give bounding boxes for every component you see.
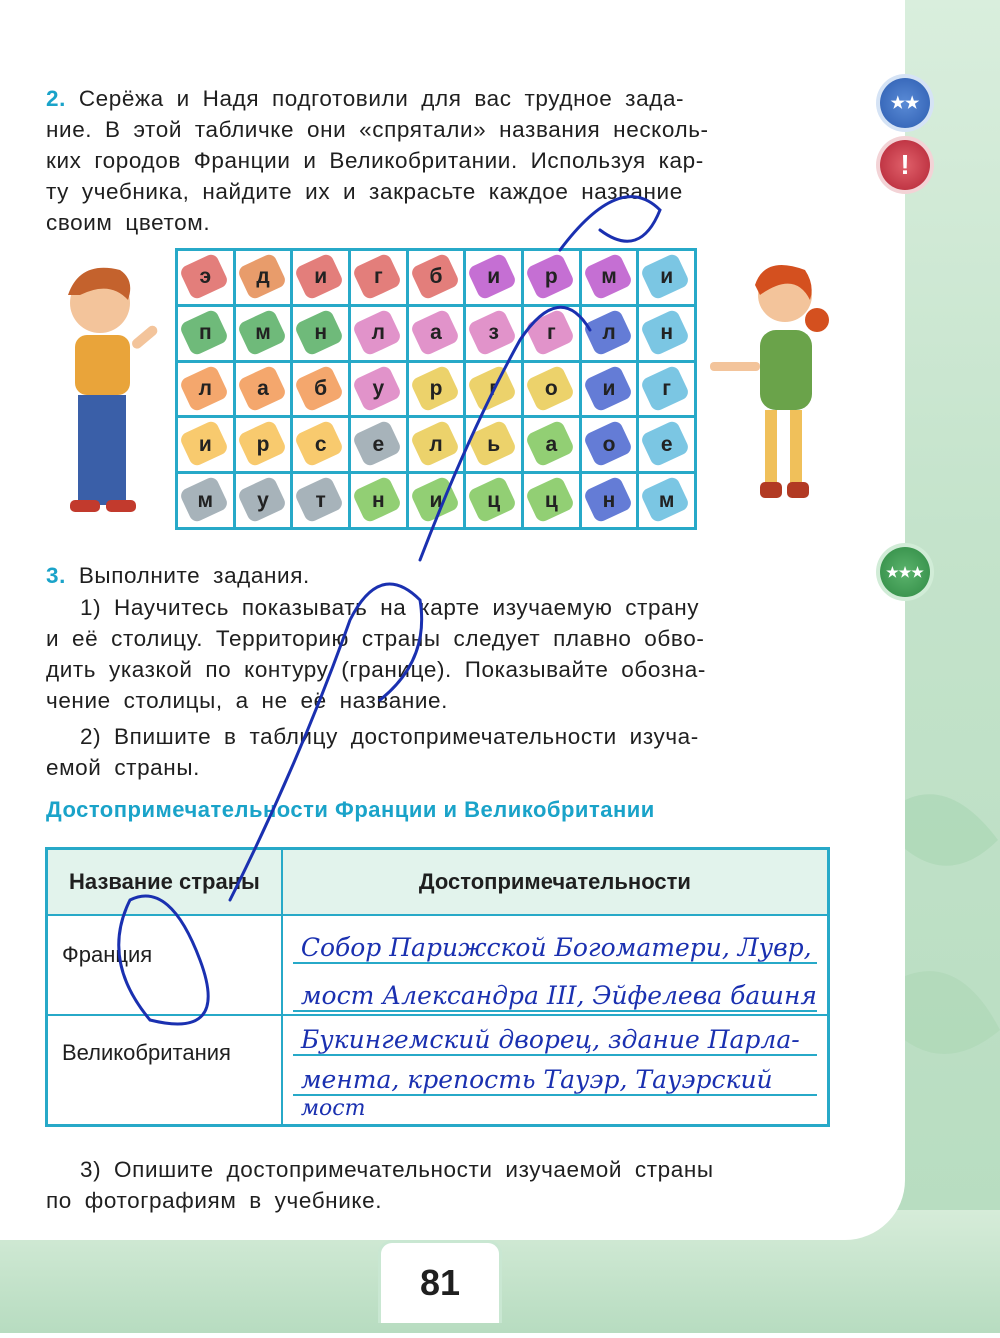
handwritten-line: мента, крепость Тауэр, Тауэрский bbox=[293, 1056, 817, 1096]
task3-item1-line: 1) Научитесь показывать на карте изучаемую страну bbox=[80, 595, 700, 620]
task3-item1-line: и её столицу. Территорию страны следует плавно обво- bbox=[46, 626, 705, 651]
grid-letter: н bbox=[371, 488, 385, 512]
grid-letter: г bbox=[373, 265, 383, 289]
handwritten-line: Собор Парижской Богоматери, Лувр, bbox=[293, 916, 817, 964]
grid-letter: м bbox=[197, 488, 214, 512]
grid-cell bbox=[582, 363, 637, 416]
grid-letter: а bbox=[545, 432, 558, 456]
grid-cell bbox=[524, 307, 579, 360]
grid-cell bbox=[582, 307, 637, 360]
grid-letter: п bbox=[198, 321, 212, 345]
grid-cell bbox=[351, 418, 406, 471]
header-country: Название страны bbox=[47, 849, 282, 916]
grid-letter: е bbox=[660, 432, 673, 456]
letter-grid bbox=[175, 248, 697, 530]
country-cell: Великобритания bbox=[47, 1015, 282, 1125]
grid-letter: и bbox=[602, 376, 616, 400]
grid-letter: с bbox=[314, 432, 327, 456]
grid-letter: б bbox=[314, 376, 328, 400]
grid-cell bbox=[236, 474, 291, 527]
grid-cell bbox=[293, 418, 348, 471]
task2-number: 2. bbox=[46, 86, 66, 111]
grid-letter: ь bbox=[487, 432, 501, 456]
task3-item2-line: емой страны. bbox=[46, 755, 200, 780]
task3-item2-line: 2) Впишите в таблицу достопримечательности изуча- bbox=[80, 724, 699, 749]
grid-letter: б bbox=[429, 265, 443, 289]
country-cell: Франция bbox=[47, 915, 282, 1015]
grid-cell bbox=[582, 474, 637, 527]
task2-line: своим цветом. bbox=[46, 210, 211, 235]
grid-letter: у bbox=[372, 376, 385, 400]
task3-item1-line: дить указкой по контуру (границе). Показывайте обозна- bbox=[46, 657, 706, 682]
grid-cell bbox=[178, 251, 233, 304]
grid-letter: л bbox=[429, 432, 443, 456]
page-number: 81 bbox=[378, 1240, 502, 1323]
task3-item3-line: по фотографиям в учебнике. bbox=[46, 1188, 383, 1213]
grid-cell bbox=[524, 363, 579, 416]
grid-letter: л bbox=[198, 376, 212, 400]
grid-cell bbox=[293, 474, 348, 527]
grid-cell bbox=[466, 251, 521, 304]
grid-letter: а bbox=[257, 376, 269, 400]
task2-line: ние. В этой табличке они «спрятали» названия несколь- bbox=[46, 117, 709, 142]
task3-item1-line: чение столицы, а не её название. bbox=[46, 688, 448, 713]
grid-letter: р bbox=[544, 265, 558, 289]
grid-cell bbox=[236, 251, 291, 304]
grid-letter: г bbox=[489, 376, 499, 400]
grid-cell bbox=[293, 363, 348, 416]
green-stars-badge-icon: ★★★ bbox=[880, 547, 930, 597]
grid-cell bbox=[466, 363, 521, 416]
grid-letter: и bbox=[660, 265, 674, 289]
exclamation-badge-icon: ! bbox=[880, 140, 930, 190]
task3-item3-line: 3) Опишите достопримечательности изучаемой страны bbox=[80, 1157, 714, 1182]
grid-cell bbox=[409, 363, 464, 416]
grid-cell bbox=[582, 251, 637, 304]
grid-letter: и bbox=[198, 432, 212, 456]
grid-cell bbox=[236, 363, 291, 416]
table-title: Достопримечательности Франции и Великобритании bbox=[46, 797, 655, 822]
grid-cell bbox=[466, 474, 521, 527]
grid-letter: и bbox=[314, 265, 328, 289]
grid-letter: о bbox=[602, 432, 616, 456]
grid-letter: н bbox=[314, 321, 327, 345]
task2-line: Серёжа и Надя подготовили для вас трудное зада- bbox=[78, 86, 685, 111]
header-sights: Достопримечательности bbox=[282, 849, 829, 916]
grid-cell bbox=[178, 418, 233, 471]
grid-cell bbox=[409, 418, 464, 471]
grid-letter: у bbox=[257, 488, 269, 512]
grid-cell bbox=[178, 474, 233, 527]
grid-letter: л bbox=[371, 321, 385, 345]
grid-letter: и bbox=[429, 488, 443, 512]
grid-cell bbox=[409, 474, 464, 527]
grid-letter: р bbox=[429, 376, 443, 400]
sights-cell bbox=[282, 915, 829, 1015]
grid-letter: е bbox=[372, 432, 385, 456]
grid-cell bbox=[293, 251, 348, 304]
grid-cell bbox=[351, 474, 406, 527]
grid-letter: н bbox=[602, 488, 616, 512]
grid-cell bbox=[466, 307, 521, 360]
grid-cell bbox=[524, 251, 579, 304]
grid-cell bbox=[351, 307, 406, 360]
grid-letter: ц bbox=[487, 488, 501, 512]
task2-line: ких городов Франции и Великобритании. Используя кар- bbox=[46, 148, 704, 173]
handwritten-line: Букингемский дворец, здание Парла- bbox=[293, 1016, 817, 1056]
task2-line: ту учебника, найдите их и закрасьте каждое название bbox=[46, 179, 683, 204]
grid-cell bbox=[351, 363, 406, 416]
grid-cell bbox=[524, 418, 579, 471]
grid-letter: р bbox=[256, 432, 270, 456]
grid-letter: д bbox=[256, 265, 270, 289]
grid-cell bbox=[639, 474, 694, 527]
grid-letter: м bbox=[658, 488, 675, 512]
grid-letter: м bbox=[601, 265, 617, 289]
task3-item2 bbox=[46, 721, 836, 783]
grid-cell bbox=[293, 307, 348, 360]
grid-cell bbox=[236, 307, 291, 360]
girl-illustration bbox=[705, 250, 845, 520]
grid-letter: о bbox=[544, 376, 558, 400]
task3-number: 3. bbox=[46, 563, 66, 588]
stars-badge-icon: ★★ bbox=[880, 78, 930, 128]
boy-illustration bbox=[40, 255, 165, 525]
grid-cell bbox=[409, 251, 464, 304]
grid-cell bbox=[351, 251, 406, 304]
grid-cell bbox=[409, 307, 464, 360]
sights-table bbox=[45, 847, 830, 1127]
grid-cell bbox=[466, 418, 521, 471]
grid-letter: т bbox=[315, 488, 326, 512]
grid-cell bbox=[582, 418, 637, 471]
sights-cell bbox=[282, 1015, 829, 1125]
grid-letter: г bbox=[662, 376, 672, 400]
grid-cell bbox=[524, 474, 579, 527]
grid-cell bbox=[639, 307, 694, 360]
task3-title-line bbox=[46, 560, 310, 591]
grid-cell bbox=[236, 418, 291, 471]
grid-letter: л bbox=[602, 321, 616, 345]
grid-letter: ц bbox=[544, 488, 558, 512]
grid-letter: г bbox=[546, 321, 556, 345]
task3-item1 bbox=[46, 592, 836, 716]
grid-letter: а bbox=[430, 321, 442, 345]
grid-letter: и bbox=[487, 265, 501, 289]
grid-letter: м bbox=[255, 321, 271, 345]
handwritten-line: мост bbox=[300, 1096, 366, 1122]
grid-letter: з bbox=[488, 321, 499, 345]
grid-letter: э bbox=[199, 265, 212, 289]
grid-cell bbox=[639, 251, 694, 304]
task2-paragraph bbox=[46, 83, 709, 238]
grid-letter: н bbox=[660, 321, 673, 345]
grid-cell bbox=[178, 363, 233, 416]
task3-item3 bbox=[46, 1154, 836, 1216]
grid-cell bbox=[639, 418, 694, 471]
task3-title: Выполните задания. bbox=[78, 563, 310, 588]
grid-cell bbox=[639, 363, 694, 416]
grid-cell bbox=[178, 307, 233, 360]
handwritten-line: мост Александра III, Эйфелева башня bbox=[293, 964, 817, 1012]
